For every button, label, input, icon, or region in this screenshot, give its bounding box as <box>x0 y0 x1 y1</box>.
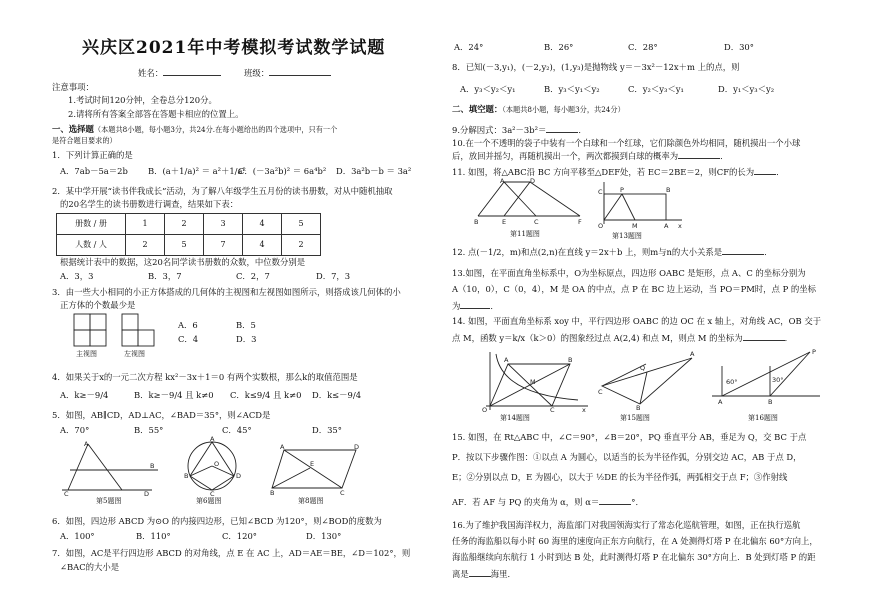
q16-stem: 16.为了维护我国海洋权力，海监部门对我国领海实行了常态化巡航管理，如图，正在执行巡航 <box>452 520 801 530</box>
q2-option-c: C．2，7 <box>236 271 270 281</box>
svg-text:30°: 30° <box>772 376 784 384</box>
svg-text:M: M <box>530 378 536 386</box>
q7-option-a: A．24° <box>454 42 484 52</box>
name-field: 姓名： <box>138 67 221 79</box>
q8-option-d: D．y₁＜y₃＜y₂ <box>718 84 775 94</box>
q3-option-a: A．6 <box>178 320 198 330</box>
q16-stem-4: 离是 海里． <box>452 569 516 579</box>
q4-option-b: B．k≥－9/4 且 k≠0 <box>134 390 214 400</box>
right-column <box>438 0 866 614</box>
svg-text:E: E <box>310 460 315 468</box>
q1-stem: 1．下列计算正确的是 <box>52 150 133 160</box>
q7-stem: 7．如图，AC是平行四边形 ABCD 的对角线，点 E 在 AC 上，AD＝AE＝BE，∠D＝102°，则 <box>52 548 411 558</box>
q11-figure <box>474 178 586 226</box>
svg-text:P: P <box>620 186 624 194</box>
q3-caption-left: 左视图 <box>124 350 145 358</box>
q8-option-c: C．y₂＜y₃＜y₁ <box>628 84 684 94</box>
svg-text:A: A <box>718 398 723 404</box>
svg-text:M: M <box>632 222 638 230</box>
q10-stem-2: 后，放回并摇匀，再随机摸出一个，两次都摸到白球的概率为 ． <box>452 151 729 161</box>
svg-text:B: B <box>636 404 641 412</box>
q16-stem-3: 海监船继续向东航行 1 小时到达 B 处，此时测得灯塔 P 在北偏东 30°方向上．B 处到灯塔 P 的距 <box>452 552 816 562</box>
svg-text:D: D <box>144 490 150 496</box>
q1-option-d: D．3a²b－b ＝ 3a² <box>336 166 412 176</box>
left-column <box>0 0 432 614</box>
q6-option-a: A．100° <box>60 531 95 541</box>
table-cell: 2 <box>126 235 165 256</box>
svg-text:O: O <box>214 460 220 468</box>
q15-stem-3: E；②分别以点 D，E 为圆心，以大于 ½DE 的长为半径作弧，两弧相交于点 F；③作射线 <box>452 472 788 482</box>
q5-option-c: C．45° <box>222 425 252 435</box>
table-cell: 3 <box>204 214 243 235</box>
section-1-desc: 是符合题目要求的） <box>52 136 117 145</box>
svg-text:F: F <box>578 218 582 226</box>
q3-option-b: B．5 <box>236 320 256 330</box>
q3-option-c: C．4 <box>178 334 199 344</box>
q3-stem-2: 正方体的个数最少是 <box>60 300 136 310</box>
svg-text:B: B <box>150 462 155 470</box>
q5-caption: 第5题图 <box>96 497 122 505</box>
table-cell: 册数 / 册 <box>57 214 126 235</box>
q5-option-b: B．55° <box>134 425 164 435</box>
q4-option-d: D．k≤－9/4 <box>312 390 362 400</box>
q13-caption: 第13题图 <box>612 232 642 240</box>
q9-stem: 9.分解因式：3a²－3b²＝ ． <box>452 125 587 135</box>
q16-stem-2: 任务的海监船以每小时 60 海里的速度向正东方向航行，在 A 处测得灯塔 P 在北偏东 60°方向上， <box>452 536 818 546</box>
q2-table <box>56 213 321 256</box>
q5-stem: 5．如图，AB∥CD，AD⊥AC，∠BAD＝35°，则∠ACD是 <box>52 410 271 420</box>
q6-caption: 第6题图 <box>196 497 222 505</box>
q6-figure <box>182 436 242 496</box>
q15-stem-4: AF．若 AF 与 PQ 的夹角为 α，则 α＝ °． <box>452 497 644 507</box>
svg-text:C: C <box>598 388 603 396</box>
section-2-heading: 二、填空题：（本题共8小题，每小题3分，共24分） <box>452 104 625 114</box>
q14-stem-2: 点 M，函数 y＝k/x（k＞0）的图象经过点 A(2,4) 和点 M，则点 M 的坐标为 ． <box>452 333 794 343</box>
table-cell: 人数 / 人 <box>57 235 126 256</box>
svg-text:C: C <box>340 489 345 496</box>
svg-text:B: B <box>184 472 189 480</box>
table-cell: 7 <box>204 235 243 256</box>
table-cell: 2 <box>282 235 321 256</box>
q15-stem-2: P．按以下步骤作图：①以点 A 为圆心，以适当的长为半径作弧，分别交边 AC，AB 于点 D， <box>452 452 802 462</box>
q3-option-d: D．3 <box>236 334 257 344</box>
q3-caption-front: 主视图 <box>76 350 97 358</box>
svg-text:x: x <box>582 406 586 412</box>
q11-caption: 第11题图 <box>510 230 540 238</box>
table-cell: 5 <box>282 214 321 235</box>
q16-caption: 第16题图 <box>748 414 778 422</box>
svg-text:C: C <box>534 218 539 226</box>
q3-stem: 3．由一些大小相同的小正方体搭成的几何体的主视图和左视图如图所示，则搭成该几何体的小 <box>52 287 401 297</box>
q5-figure <box>60 440 160 496</box>
q5-option-a: A．70° <box>60 425 90 435</box>
q14-figure <box>478 350 590 412</box>
q8-option-b: B．y₃＜y₁＜y₂ <box>544 84 600 94</box>
svg-text:D: D <box>236 472 242 480</box>
svg-text:O: O <box>598 222 604 230</box>
svg-text:C: C <box>598 188 603 196</box>
q2-question: 根据统计表中的数据，这20名同学读书册数的众数，中位数分别是 <box>60 257 306 267</box>
q14-caption: 第14题图 <box>500 414 530 422</box>
q10-stem: 10.在一个不透明的袋子中装有一个白球和一个红球，它们除颜色外均相同，随机摸出一个小球 <box>452 138 801 148</box>
table-cell: 2 <box>165 214 204 235</box>
q13-stem-2: A（10，0），C（0，4），M 是 OA 的中点，点 P 在 BC 边上运动，当 PO＝PM时，点 P 的坐标 <box>452 284 817 294</box>
svg-text:A: A <box>664 222 669 230</box>
table-row <box>57 235 321 256</box>
svg-text:Q: Q <box>640 364 646 372</box>
svg-text:x: x <box>678 222 682 230</box>
table-cell: 4 <box>243 235 282 256</box>
svg-text:B: B <box>474 218 479 226</box>
q7-figure <box>270 444 360 496</box>
q15-caption: 第15题图 <box>620 414 650 422</box>
q7-option-c: C．28° <box>628 42 658 52</box>
table-cell: 4 <box>243 214 282 235</box>
q2-option-a: A．3，3 <box>60 271 94 281</box>
q1-option-b: B．(a＋1/a)² ＝ a²＋1/a² <box>148 166 246 176</box>
q12-stem: 12. 点(－1/2，m)和点(2,n)在直线 y＝2x＋b 上，则m与n的大小关系是 ． <box>452 247 773 257</box>
table-cell: 5 <box>165 235 204 256</box>
class-field: 班级： <box>244 67 331 79</box>
q13-figure <box>598 180 684 230</box>
q2-option-d: D．7，3 <box>316 271 351 281</box>
note-2: 2.请将所有答案全部答在答题卡相应的位置上。 <box>68 109 244 119</box>
svg-text:D: D <box>530 178 536 185</box>
svg-text:A: A <box>504 356 509 364</box>
q6-stem: 6．如图，四边形 ABCD 为⊙O 的内接四边形，已知∠BCD 为120°，则∠BOD的度数为 <box>52 516 382 526</box>
q8-stem: 8．已知(－3,y₁)，(－2,y₂)，(1,y₃)是抛物线 y＝－3x²－12x＋m 上的点，则 <box>452 62 740 72</box>
svg-text:O: O <box>482 406 488 412</box>
svg-text:B: B <box>666 186 671 194</box>
q7-option-b: B．26° <box>544 42 574 52</box>
svg-text:C: C <box>64 490 69 496</box>
q11-stem: 11. 如图，将△ABC沿 BC 方向平移至△DEF处，若 EC＝2BE＝2，则CF的长为 ． <box>452 167 785 177</box>
svg-text:A: A <box>500 178 505 185</box>
q8-option-a: A．y₃＜y₂＜y₁ <box>460 84 516 94</box>
q6-option-d: D．130° <box>306 531 342 541</box>
table-row <box>57 214 321 235</box>
q6-option-c: C．120° <box>222 531 257 541</box>
svg-text:C: C <box>550 406 555 412</box>
svg-text:B: B <box>568 356 573 364</box>
q13-stem-3: 为 ． <box>452 301 499 311</box>
q2-stem: 2．某中学开展“读书伴我成长”活动，为了解八年级学生五月份的读书册数，对从中随机抽取 <box>52 186 393 196</box>
svg-text:P: P <box>812 348 816 356</box>
q15-figure <box>598 346 698 412</box>
svg-text:A: A <box>280 444 285 451</box>
notes-title: 注意事项： <box>52 82 94 92</box>
q13-stem: 13.如图，在平面直角坐标系中，O为坐标原点，四边形 OABC 是矩形，点 A、C 的坐标分别为 <box>452 268 806 278</box>
q7-stem-2: ∠BAC的大小是 <box>60 562 120 572</box>
svg-text:C: C <box>210 490 215 496</box>
svg-text:A: A <box>210 436 215 443</box>
q5-option-d: D．35° <box>312 425 342 435</box>
table-cell: 1 <box>126 214 165 235</box>
page-title: 兴庆区2021年中考模拟考试数学试题 <box>82 38 386 58</box>
svg-text:D: D <box>354 444 360 451</box>
q15-stem: 15. 如图，在 Rt△ABC 中，∠C＝90°，∠B＝20°，PQ 垂直平分 AB，垂足为 Q，交 BC 于点 <box>452 432 807 442</box>
q8-caption: 第8题图 <box>298 497 324 505</box>
q7-option-d: D．30° <box>724 42 754 52</box>
q1-option-a: A．7ab－5a＝2b <box>60 166 128 176</box>
q2-stem-2: 的20名学生的读书册数进行调查，结果如下表： <box>60 199 239 209</box>
q6-option-b: B．110° <box>136 531 171 541</box>
note-1: 1.考试时间120分钟，全卷总分120分。 <box>68 95 217 105</box>
svg-text:A: A <box>690 350 695 358</box>
svg-text:60°: 60° <box>726 378 738 386</box>
svg-text:B: B <box>768 398 773 404</box>
q4-option-c: C．k≤9/4 且 k≠0 <box>230 390 302 400</box>
q1-option-c: C．(－3a²b)² ＝ 6a⁴b² <box>238 166 327 176</box>
q16-figure <box>710 346 822 404</box>
svg-text:B: B <box>270 489 275 496</box>
section-1-heading: 一、选择题（本题共8小题，每小题3分，共24分.在每小题给出的四个选项中，只有一个 <box>52 124 338 134</box>
svg-text:E: E <box>502 218 507 226</box>
q14-stem: 14. 如图，平面直角坐标系 xoy 中，平行四边形 OABC 的边 OC 在 x 轴上，对角线 AC，OB 交于 <box>452 316 822 326</box>
q2-option-b: B．3，7 <box>148 271 182 281</box>
q4-stem: 4．如果关于x的一元二次方程 kx²－3x＋1＝0 有两个实数根，那么k的取值范围是 <box>52 372 358 382</box>
q4-option-a: A．k≥－9/4 <box>60 390 109 400</box>
svg-text:A: A <box>84 440 89 448</box>
